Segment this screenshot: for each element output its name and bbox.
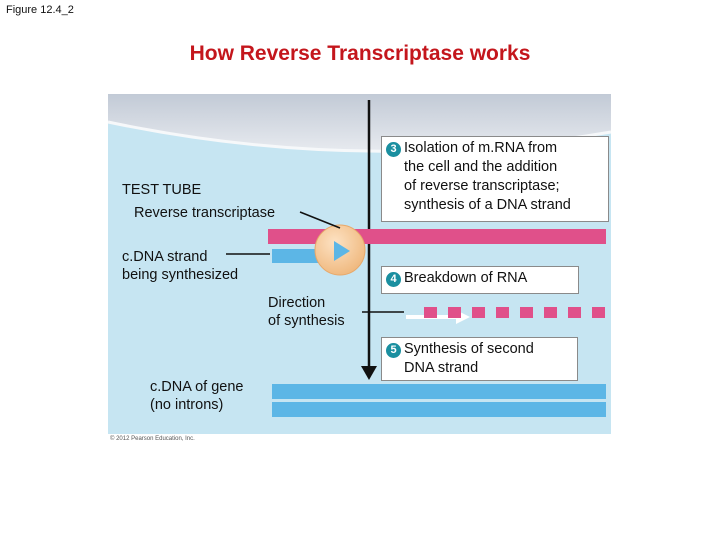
step-3-line: synthesis of a DNA strand xyxy=(404,197,571,213)
rna-fragment xyxy=(592,307,605,318)
cdna-strand-label xyxy=(122,248,238,284)
rna-fragment xyxy=(520,307,533,318)
step-3-text xyxy=(404,139,571,215)
step-4-line: Breakdown of RNA xyxy=(404,270,528,286)
direction-label xyxy=(268,294,345,330)
step-3-line: the cell and the addition xyxy=(404,159,558,175)
slide-title: How Reverse Transcriptase works xyxy=(189,42,531,65)
step-3-box xyxy=(381,136,609,222)
cdna-strand-label-line2: being synthesized xyxy=(122,267,239,283)
step-3-badge: 3 xyxy=(386,142,401,157)
figure-label: Figure 12.4_2 xyxy=(6,4,74,16)
step-5-line: Synthesis of second xyxy=(404,341,534,357)
test-tube-label: TEST TUBE xyxy=(122,182,202,198)
step-5-text xyxy=(404,340,534,378)
gene-label-line2: (no introns) xyxy=(150,397,224,413)
step-3-line: of reverse transcriptase; xyxy=(404,178,560,194)
rna-fragment xyxy=(544,307,557,318)
direction-label-line2: of synthesis xyxy=(268,313,345,329)
rna-fragment xyxy=(472,307,485,318)
rna-fragment xyxy=(448,307,461,318)
copyright-notice: © 2012 Pearson Education, Inc. xyxy=(110,436,195,442)
rna-fragment xyxy=(424,307,437,318)
cdna-strand-label-line1: c.DNA strand xyxy=(122,249,208,265)
step-5-box xyxy=(381,337,578,381)
gene-label-line1: c.DNA of gene xyxy=(150,379,244,395)
cdna-strand-2 xyxy=(272,402,606,417)
reverse-transcriptase-label: Reverse transcriptase xyxy=(134,205,276,221)
cdna-strand-1 xyxy=(272,384,606,399)
step-4-box xyxy=(381,266,579,294)
step-3-line: Isolation of m.RNA from xyxy=(404,140,558,156)
direction-label-line1: Direction xyxy=(268,295,326,311)
step-5-badge: 5 xyxy=(386,343,401,358)
gene-label xyxy=(150,378,244,414)
step-4-text xyxy=(404,269,527,288)
rna-fragment xyxy=(496,307,509,318)
step-5-line: DNA strand xyxy=(404,360,479,376)
rna-fragment xyxy=(568,307,581,318)
step-4-badge: 4 xyxy=(386,272,401,287)
